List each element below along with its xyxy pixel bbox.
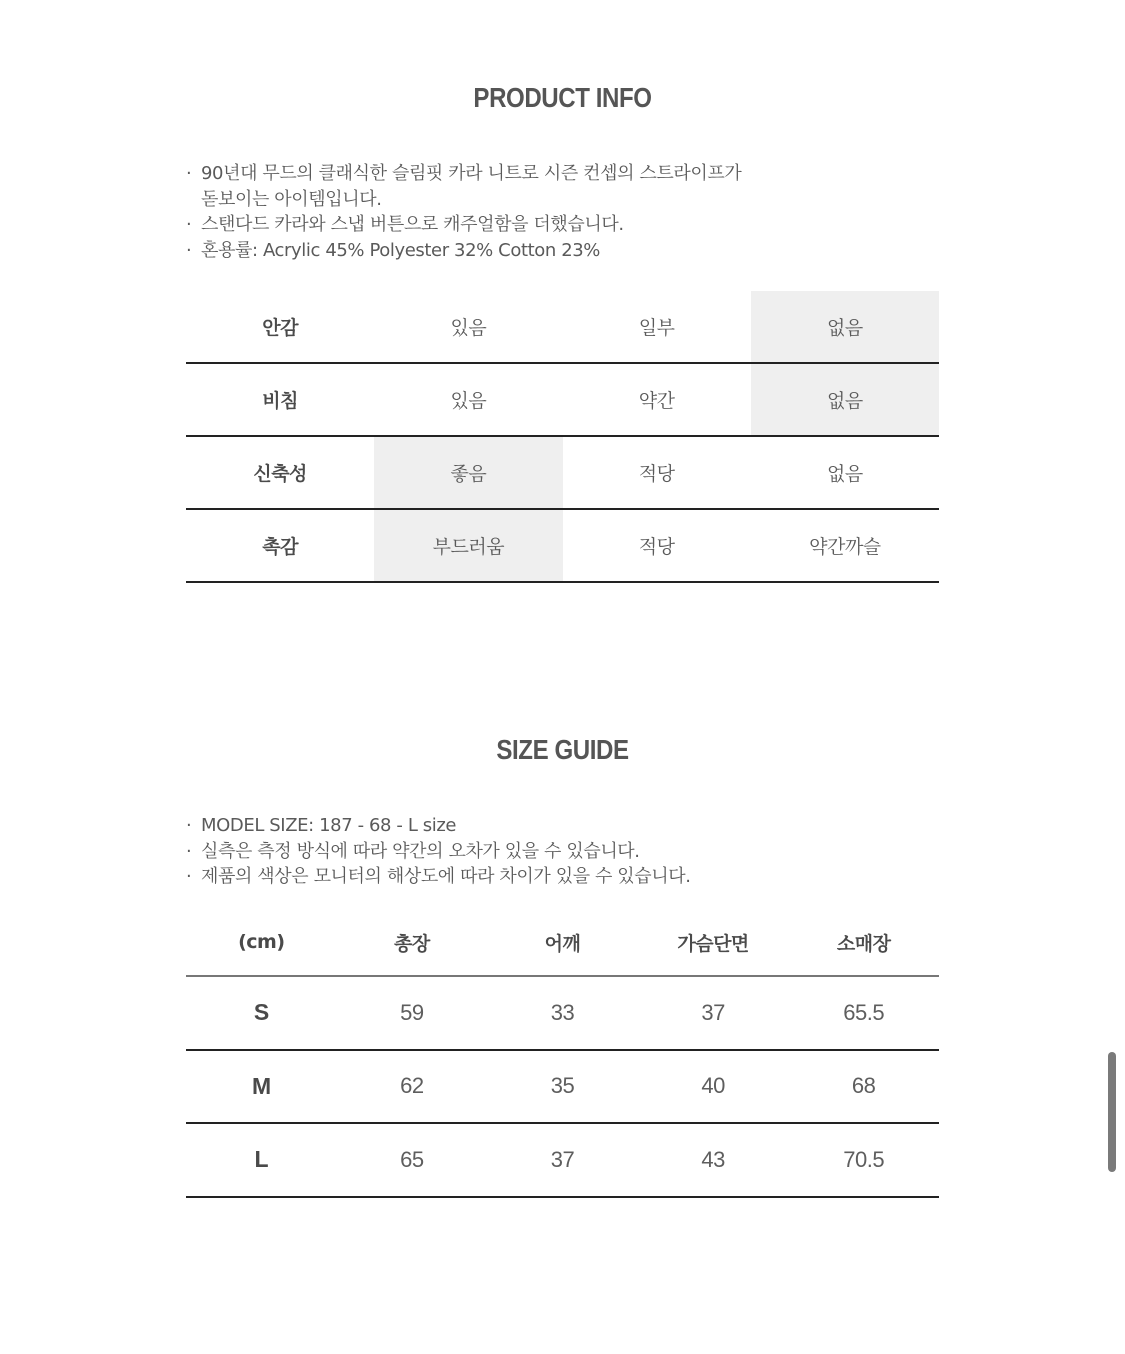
note-text: 돋보이는 아이템입니다. xyxy=(201,188,382,210)
attribute-label: 촉감 xyxy=(262,536,298,558)
product-info-notes xyxy=(186,161,946,263)
size-guide-notes xyxy=(186,813,946,890)
size-value: 68 xyxy=(851,1073,876,1099)
attribute-option: 적당 xyxy=(638,463,675,485)
bullet-dot: · xyxy=(186,815,192,836)
size-row-l xyxy=(186,1124,939,1198)
column-header-unit: (cm) xyxy=(238,931,285,953)
size-row-m xyxy=(186,1051,939,1125)
attribute-option: 약간 xyxy=(638,390,675,412)
attribute-row-stretch xyxy=(186,437,939,510)
product-attribute-table xyxy=(186,291,939,583)
size-value: 33 xyxy=(550,999,575,1025)
bullet-dot: · xyxy=(186,214,192,235)
attribute-row-sheerness xyxy=(186,364,939,437)
attribute-option-selected: 좋음 xyxy=(374,437,562,508)
note-item xyxy=(186,212,946,238)
size-value: 43 xyxy=(701,1146,725,1172)
bullet-dot: · xyxy=(186,840,192,862)
bullet-dot: · xyxy=(186,866,192,887)
attribute-option: 일부 xyxy=(638,317,675,339)
size-row-s xyxy=(186,977,939,1051)
attribute-option: 적당 xyxy=(638,536,675,558)
size-value: 70.5 xyxy=(843,1146,885,1172)
product-info-title: PRODUCT INFO xyxy=(473,82,652,113)
bullet-dot: · xyxy=(186,163,192,184)
note-text: 혼용률: Acrylic 45% Polyester 32% Cotton 23% xyxy=(201,239,601,261)
size-label: M xyxy=(251,1072,271,1099)
column-header-length: 총장 xyxy=(394,932,430,955)
size-value: 37 xyxy=(701,999,725,1025)
size-guide-title: SIZE GUIDE xyxy=(496,734,629,765)
attribute-option-selected: 부드러움 xyxy=(374,510,562,581)
size-value: 62 xyxy=(400,1073,424,1099)
attribute-option: 약간까슬 xyxy=(809,536,881,558)
model-size-text: MODEL SIZE: 187 - 68 - L size xyxy=(201,815,457,836)
attribute-label: 신축성 xyxy=(253,463,307,485)
size-value: 65.5 xyxy=(843,999,885,1025)
size-table xyxy=(186,909,939,1198)
attribute-option: 없음 xyxy=(827,463,863,485)
column-header-shoulder: 어깨 xyxy=(544,932,581,955)
size-label: L xyxy=(254,1146,269,1173)
attribute-option-selected: 없음 xyxy=(751,291,939,362)
attribute-row-lining xyxy=(186,291,939,364)
size-value: 65 xyxy=(400,1146,424,1172)
bullet-dot: · xyxy=(186,239,192,261)
size-label: S xyxy=(253,999,269,1026)
size-value: 35 xyxy=(550,1073,575,1099)
column-header-sleeve: 소매장 xyxy=(836,932,891,955)
size-value: 37 xyxy=(550,1146,575,1172)
size-value: 40 xyxy=(701,1073,725,1099)
note-text: 제품의 색상은 모니터의 해상도에 따라 차이가 있을 수 있습니다. xyxy=(201,866,691,887)
note-item xyxy=(186,864,946,890)
attribute-option: 있음 xyxy=(450,317,487,339)
attribute-label: 안감 xyxy=(262,317,298,339)
vertical-scrollbar[interactable] xyxy=(1108,1052,1116,1172)
note-item xyxy=(186,161,946,212)
attribute-option: 있음 xyxy=(450,390,487,412)
note-item xyxy=(186,839,946,865)
attribute-label: 비침 xyxy=(262,390,298,412)
size-value: 59 xyxy=(400,999,424,1025)
note-text: 스탠다드 카라와 스냅 버튼으로 캐주얼함을 더했습니다. xyxy=(201,214,624,235)
note-text: 90년대 무드의 클래식한 슬림핏 카라 니트로 시즌 컨셉의 스트라이프가 xyxy=(201,163,742,184)
note-item xyxy=(186,238,946,264)
attribute-row-texture xyxy=(186,510,939,583)
column-header-chest: 가슴단면 xyxy=(677,932,749,955)
note-item xyxy=(186,813,946,839)
size-table-header xyxy=(186,909,939,977)
attribute-option-selected: 없음 xyxy=(751,364,939,435)
note-text: 실측은 측정 방식에 따라 약간의 오차가 있을 수 있습니다. xyxy=(201,840,640,862)
